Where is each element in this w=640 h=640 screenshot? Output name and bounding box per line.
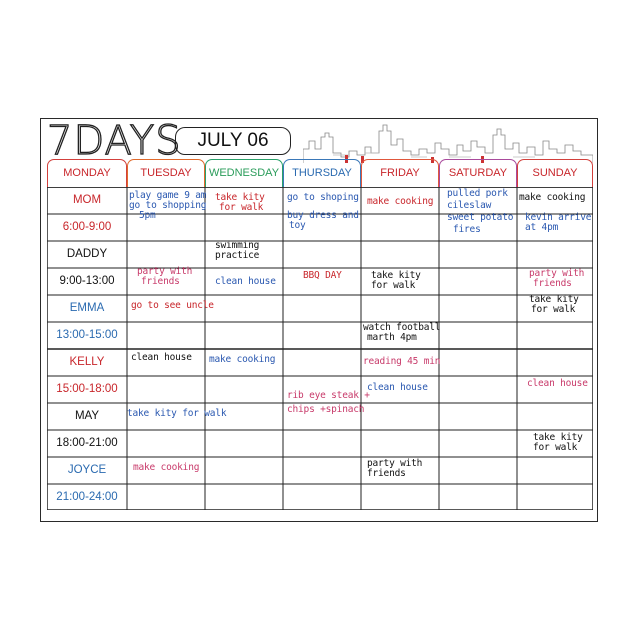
grid-lines xyxy=(47,187,593,510)
row-label: 6:00-9:00 xyxy=(62,221,112,233)
schedule-note: friends xyxy=(141,276,180,287)
row-label: 13:00-15:00 xyxy=(56,329,118,341)
schedule-note: friends xyxy=(533,278,572,289)
schedule-note: play game 9 am xyxy=(129,190,207,201)
schedule-note: chips +spinach xyxy=(287,404,365,415)
schedule-note: for walk xyxy=(531,304,576,315)
row-label: MAY xyxy=(74,410,100,422)
schedule-note: clean house xyxy=(527,378,588,389)
schedule-note: party with xyxy=(137,266,193,277)
schedule-note: make cooking xyxy=(133,462,200,473)
day-tab-monday: MONDAY xyxy=(47,159,127,187)
date-label-box: JULY 06 xyxy=(175,127,291,155)
schedule-note: go to see uncle xyxy=(131,300,214,311)
schedule-note: for walk xyxy=(533,442,578,453)
schedule-note: clean house xyxy=(367,382,428,393)
row-label: EMMA xyxy=(69,302,105,314)
schedule-note: party with xyxy=(529,268,585,279)
schedule-note: go to shoping xyxy=(287,192,359,203)
schedule-note: sweet potato xyxy=(447,212,514,223)
schedule-note: swimming xyxy=(215,240,260,251)
day-tab-sunday: SUNDAY xyxy=(517,159,593,187)
schedule-note: marth 4pm xyxy=(367,332,417,343)
schedule-note: take kity for walk xyxy=(127,408,227,419)
schedule-note: friends xyxy=(367,468,406,479)
schedule-note: make cooking xyxy=(367,196,434,207)
row-label: 9:00-13:00 xyxy=(59,275,115,287)
schedule-note: take kity xyxy=(215,192,265,203)
day-tab-wednesday: WEDNESDAY xyxy=(205,159,283,187)
schedule-note: pulled pork xyxy=(447,188,508,199)
schedule-note: clean house xyxy=(215,276,276,287)
day-tab-saturday: SATURDAY xyxy=(439,159,517,187)
schedule-note: clean house xyxy=(131,352,192,363)
schedule-note: buy dress and xyxy=(287,210,359,221)
schedule-note: practice xyxy=(215,250,260,261)
brand-title: 7DAYS xyxy=(47,118,182,164)
schedule-note: for walk xyxy=(371,280,416,291)
row-label: 21:00-24:00 xyxy=(56,491,118,503)
row-label: 15:00-18:00 xyxy=(56,383,118,395)
schedule-note: take kity xyxy=(529,294,579,305)
schedule-note: take kity xyxy=(533,432,583,443)
schedule-note: go to shopping xyxy=(129,200,207,211)
schedule-note: toy xyxy=(289,220,306,231)
row-label: DADDY xyxy=(66,248,108,260)
schedule-note: kevin arrive xyxy=(525,212,592,223)
schedule-note: BBQ DAY xyxy=(303,270,342,281)
row-label: KELLY xyxy=(69,356,105,368)
schedule-note: fires xyxy=(453,224,481,235)
day-tab-friday: FRIDAY xyxy=(361,159,439,187)
day-tab-thursday: THURSDAY xyxy=(283,159,361,187)
schedule-note: party with xyxy=(367,458,423,469)
schedule-note: 5pm xyxy=(139,210,156,221)
schedule-note: take kity xyxy=(371,270,421,281)
weekly-planner-board xyxy=(40,118,598,522)
schedule-note: rib eye steak + xyxy=(287,390,370,401)
schedule-grid xyxy=(47,187,593,510)
schedule-note: make cooking xyxy=(209,354,276,365)
schedule-note: watch football xyxy=(363,322,441,333)
schedule-note: make cooking xyxy=(519,192,586,203)
day-tab-tuesday: TUESDAY xyxy=(127,159,205,187)
schedule-note: at 4pm xyxy=(525,222,559,233)
schedule-note: cileslaw xyxy=(447,200,492,211)
city-skyline-icon xyxy=(303,123,593,163)
row-label: MOM xyxy=(72,194,102,206)
schedule-note: for walk xyxy=(219,202,264,213)
schedule-note: reading 45 min xyxy=(363,356,441,367)
row-label: JOYCE xyxy=(67,464,107,476)
row-label: 18:00-21:00 xyxy=(56,437,118,449)
